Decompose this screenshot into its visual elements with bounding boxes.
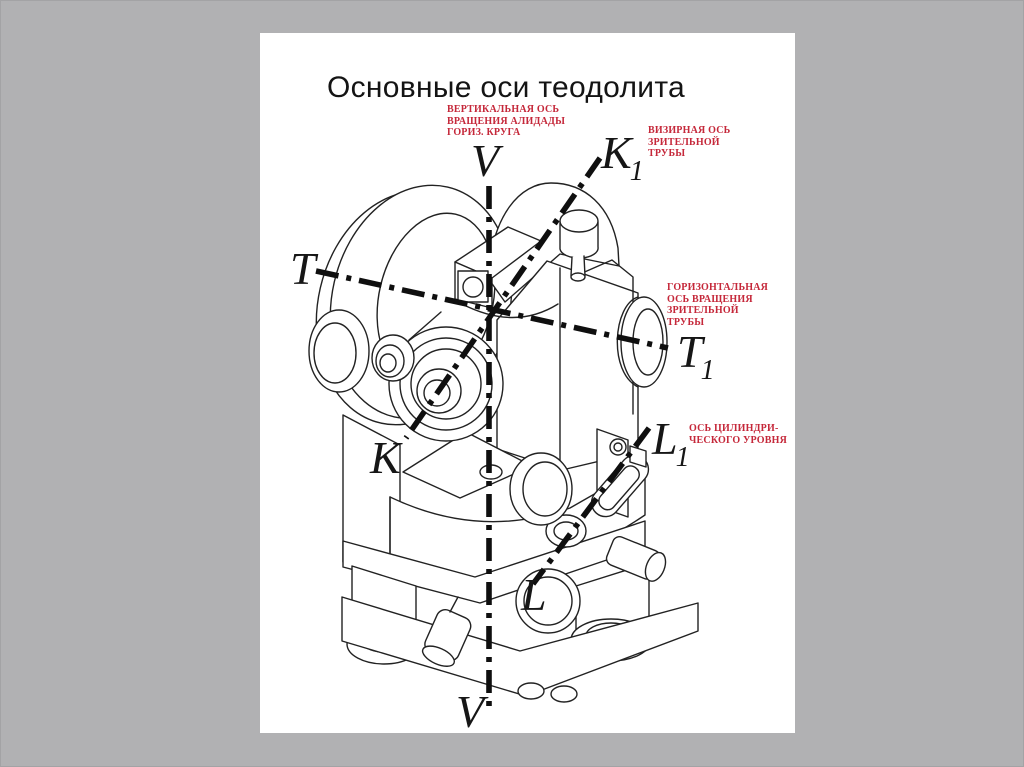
circle-clamp-ear bbox=[309, 310, 369, 392]
letter-main: L bbox=[652, 413, 678, 464]
clamp-knob bbox=[510, 453, 572, 525]
letter-sub: 1 bbox=[675, 442, 690, 473]
label-level-axis bbox=[689, 423, 787, 446]
letter-main: L bbox=[521, 569, 547, 620]
label-line: ОСЬ ЦИЛИНДРИ- bbox=[689, 423, 779, 434]
axis-letter-l1 bbox=[652, 413, 692, 473]
label-horizontal-axis bbox=[667, 282, 768, 328]
horizontal-axis-housing bbox=[617, 297, 667, 387]
axis-letter-t1 bbox=[677, 326, 717, 386]
label-line: ГОРИЗОНТАЛЬНАЯ bbox=[667, 282, 769, 293]
label-line: ГОРИЗ. КРУГА bbox=[447, 127, 521, 138]
label-line: ТРУБЫ bbox=[667, 316, 705, 328]
label-sight-axis bbox=[648, 125, 730, 160]
focus-knob-top bbox=[560, 210, 598, 232]
ear-inner bbox=[314, 323, 356, 383]
label-line: ВЕРТИКАЛЬНАЯ ОСЬ bbox=[447, 104, 560, 115]
axis-letter-k bbox=[370, 432, 401, 483]
level-screw-outer bbox=[610, 439, 626, 455]
letter-main: T bbox=[290, 243, 316, 294]
letter-main: K bbox=[601, 127, 632, 178]
letter-main: V bbox=[471, 135, 500, 186]
clamp-knob-inner bbox=[523, 462, 567, 516]
letter-sub: 1 bbox=[700, 355, 715, 386]
axis-letter-k1 bbox=[601, 127, 646, 187]
letter-main: T bbox=[677, 326, 703, 377]
label-line: ТРУБЫ bbox=[648, 148, 686, 159]
label-line: ОСЬ ВРАЩЕНИЯ bbox=[667, 293, 753, 305]
label-vertical-axis bbox=[447, 104, 565, 139]
axis-letter-v-top bbox=[471, 135, 500, 186]
focus-knob-stem-cap bbox=[571, 273, 585, 281]
sight-lens bbox=[463, 277, 483, 297]
label-line: ЗРИТЕЛЬНОЙ bbox=[648, 136, 720, 148]
label-line: ЗРИТЕЛЬНОЙ bbox=[667, 305, 739, 316]
letter-main: K bbox=[370, 432, 401, 483]
letter-main: V bbox=[456, 686, 485, 737]
base-foot-b bbox=[551, 686, 577, 702]
label-line: ЧЕСКОГО УРОВНЯ bbox=[689, 434, 788, 446]
letter-sub: 1 bbox=[629, 156, 644, 187]
label-line: ВРАЩЕНИЯ АЛИДАДЫ bbox=[447, 115, 566, 127]
axis-letter-t bbox=[290, 243, 316, 294]
axis-letter-v-bottom bbox=[456, 686, 485, 737]
page-title: Основные оси теодолита bbox=[327, 71, 686, 104]
base-foot-a bbox=[518, 683, 544, 699]
axis-letter-l bbox=[521, 569, 547, 620]
label-line: ВИЗИРНАЯ ОСЬ bbox=[648, 125, 731, 136]
